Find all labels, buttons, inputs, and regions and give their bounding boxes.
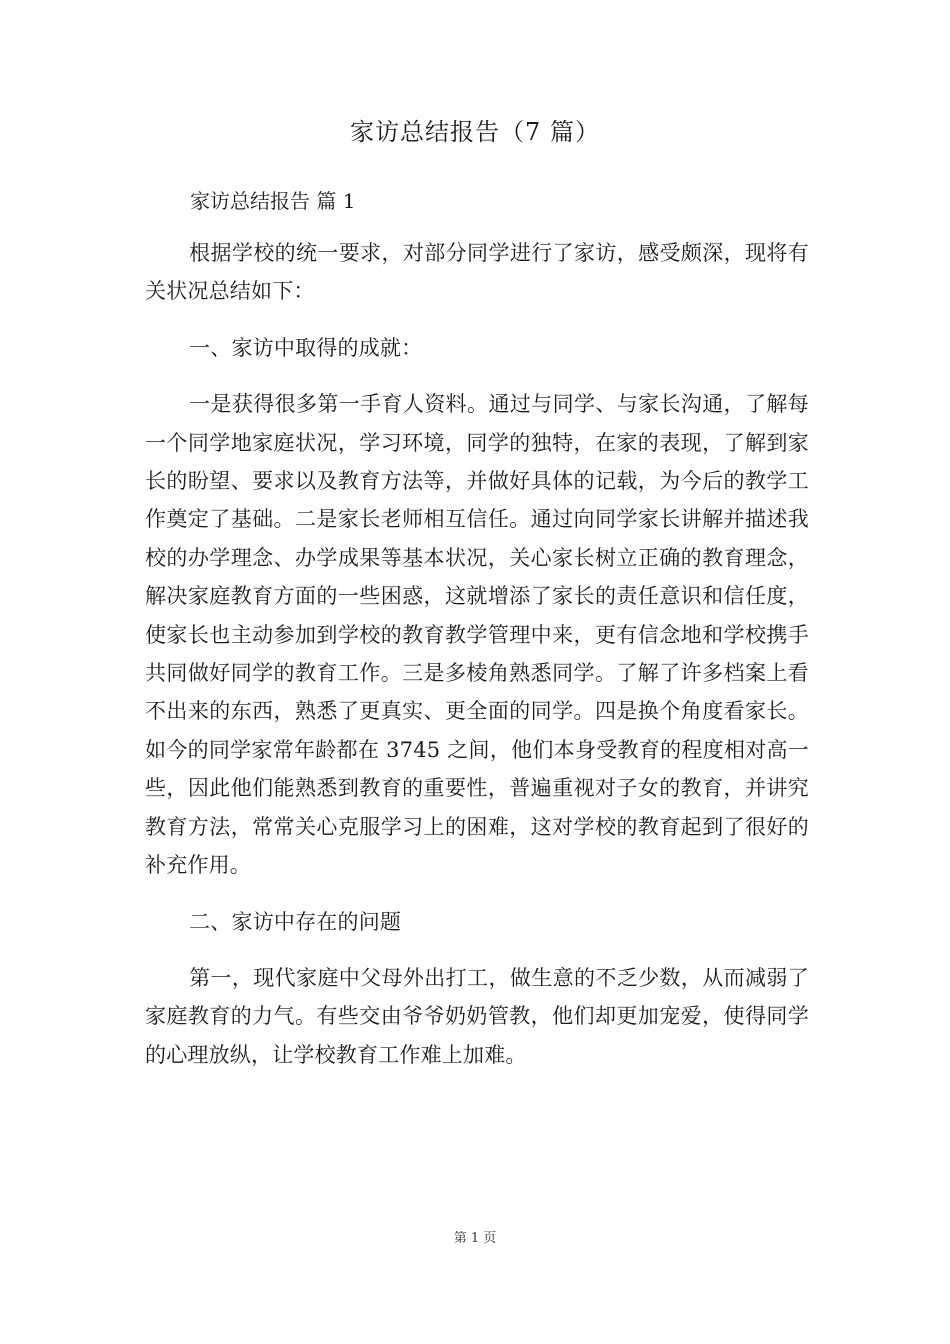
document-body xyxy=(145,234,809,1074)
page-number-footer: 第 1 页 xyxy=(453,1231,497,1246)
paragraph-intro: 根据学校的统一要求，对部分同学进行了家访，感受颇深，现将有关状况总结如下： xyxy=(145,241,809,304)
paragraph-achievements: 一是获得很多第一手育人资料。通过与同学、与家长沟通，了解每一个同学地家庭状况，学习环境，同学的独特，在家的表现，了解到家长的盼望、要求以及教育方法等，并做好具体的记载，为今后的教学工作奠定了基础。二是家长老师相互信任。通过向同学家长讲解并描述我校的办学理念、办学成果等基本状况，关心家长树立正确的教育理念，解决家庭教育方面的一些困惑，这就增添了家长的责任意识和信任度，使家长也主动参加到学校的教育教学管理中来，更有信念地和学校携手共同做好同学的教育工作。三是多棱角熟悉同学。了解了许多档案上看不出来的东西，熟悉了更真实、更全面的同学。四是换个角度看家长。如今的同学家常年龄都在 3745 之间，他们本身受教育的程度相对高一些，因此他们能熟悉到教育的重要性，普遍重视对子女的教育，并讲究教育方法，常常关心克服学习上的困难，这对学校的教育起到了很好的补充作用。 xyxy=(145,392,809,878)
paragraph-heading-achievements: 一、家访中取得的成就： xyxy=(189,335,423,360)
paragraph-problems: 第一，现代家庭中父母外出打工，做生意的不乏少数，从而减弱了家庭教育的力气。有些交由爷爷奶奶管教，他们却更加宠爱，使得同学的心理放纵，让学校教育工作难上加难。 xyxy=(145,965,809,1067)
paragraph-heading-problems: 二、家访中存在的问题 xyxy=(189,909,402,934)
section-title: 家访总结报告 篇 1 xyxy=(190,189,356,213)
document-title: 家访总结报告（7 篇） xyxy=(350,118,600,146)
